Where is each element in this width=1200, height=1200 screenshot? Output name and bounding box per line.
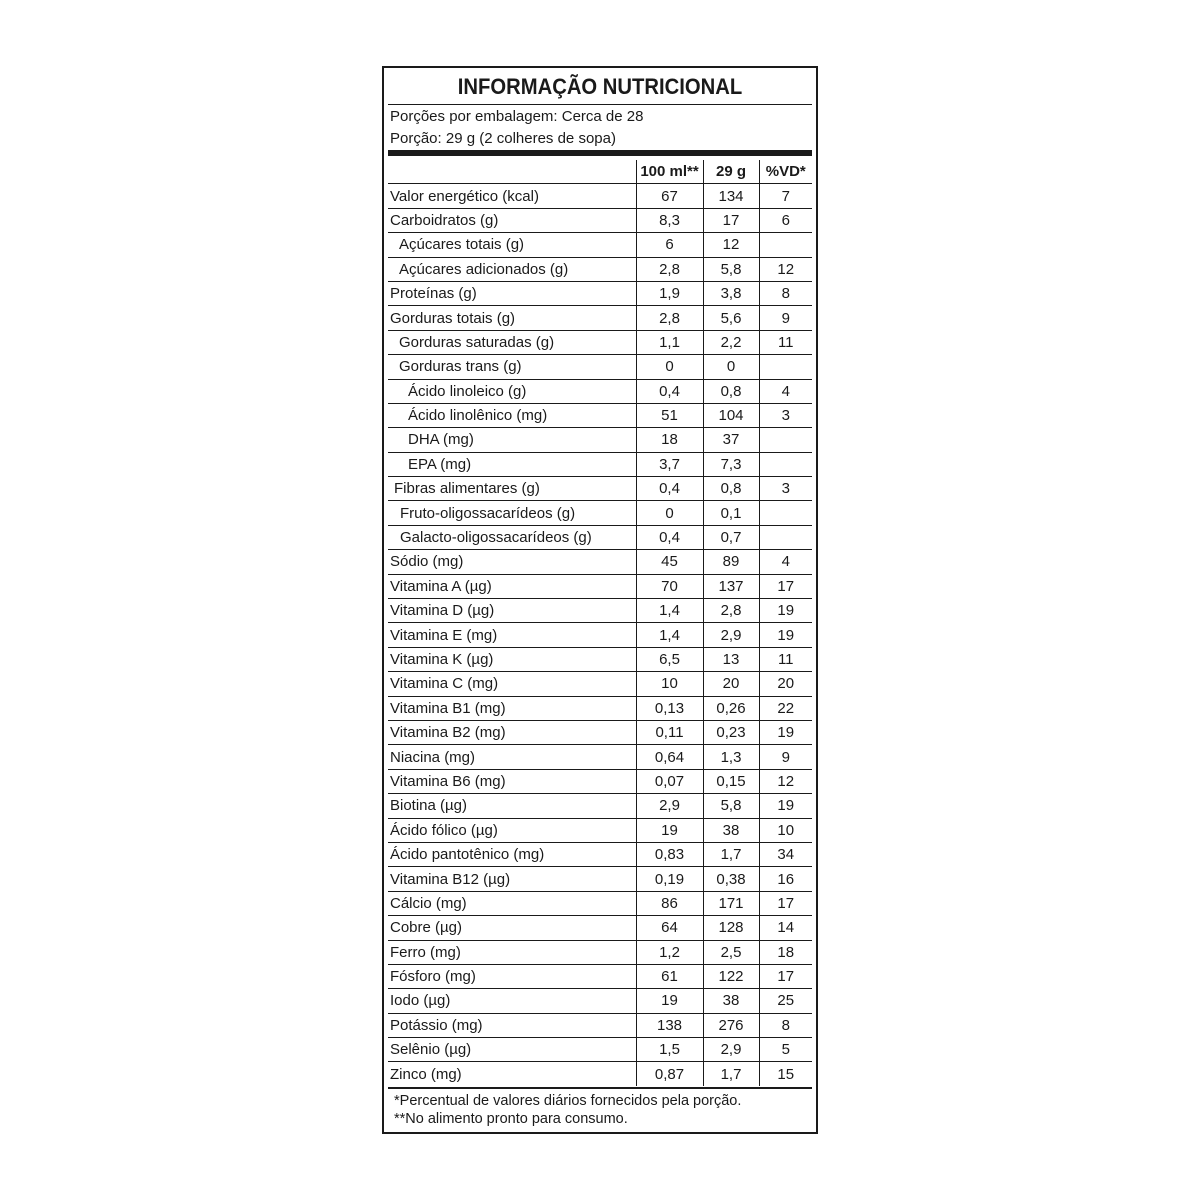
nutrient-name: Ácido linolênico (mg) (388, 403, 636, 427)
nutrient-name: Galacto-oligossacarídeos (g) (388, 525, 636, 549)
table-row (388, 599, 812, 623)
value-per-100ml: 0,87 (636, 1062, 703, 1086)
table-row (388, 184, 812, 208)
serving-size: Porção: 29 g (2 colheres de sopa) (390, 130, 616, 147)
table-row (388, 379, 812, 403)
value-per-100ml: 1,5 (636, 1038, 703, 1062)
nutrient-name: Zinco (mg) (388, 1062, 636, 1086)
value-per-serving: 2,5 (703, 940, 759, 964)
value-daily-percent: 10 (759, 818, 812, 842)
value-per-100ml: 0,83 (636, 842, 703, 866)
footnote-ready-to-consume: **No alimento pronto para consumo. (394, 1111, 628, 1127)
nutrient-name: Cálcio (mg) (388, 891, 636, 915)
value-daily-percent: 8 (759, 1013, 812, 1037)
label-title: INFORMAÇÃO NUTRICIONAL (457, 74, 743, 99)
value-per-serving: 128 (703, 916, 759, 940)
value-per-serving: 89 (703, 550, 759, 574)
nutrient-name: Fósforo (mg) (388, 964, 636, 988)
nutrient-name: Cobre (µg) (388, 916, 636, 940)
value-daily-percent: 3 (759, 477, 812, 501)
value-per-100ml: 2,8 (636, 257, 703, 281)
nutrient-name: DHA (mg) (388, 428, 636, 452)
table-row (388, 989, 812, 1013)
table-row (388, 769, 812, 793)
value-per-100ml: 70 (636, 574, 703, 598)
table-row (388, 501, 812, 525)
value-daily-percent: 19 (759, 623, 812, 647)
header-per-serving: 29 g (703, 160, 759, 184)
value-per-serving: 0,1 (703, 501, 759, 525)
nutrient-name: Vitamina B1 (mg) (388, 696, 636, 720)
header-daily-value: %VD* (759, 160, 812, 184)
value-daily-percent: 9 (759, 745, 812, 769)
value-daily-percent: 3 (759, 403, 812, 427)
value-daily-percent: 9 (759, 306, 812, 330)
value-per-100ml: 0,4 (636, 477, 703, 501)
value-per-serving: 2,8 (703, 599, 759, 623)
value-daily-percent (759, 233, 812, 257)
nutrient-name: Gorduras trans (g) (388, 355, 636, 379)
value-daily-percent: 4 (759, 379, 812, 403)
value-per-serving: 276 (703, 1013, 759, 1037)
table-row (388, 647, 812, 671)
value-per-serving: 0,8 (703, 379, 759, 403)
value-per-100ml: 138 (636, 1013, 703, 1037)
nutrient-name: Vitamina B6 (mg) (388, 769, 636, 793)
value-per-100ml: 3,7 (636, 452, 703, 476)
table-row (388, 867, 812, 891)
nutrient-name: Potássio (mg) (388, 1013, 636, 1037)
value-per-serving: 5,6 (703, 306, 759, 330)
nutrient-name: Gorduras totais (g) (388, 306, 636, 330)
table-row (388, 306, 812, 330)
value-daily-percent: 12 (759, 257, 812, 281)
footnote-daily-value: *Percentual de valores diários fornecidos pela porção. (394, 1093, 742, 1109)
value-per-100ml: 1,1 (636, 330, 703, 354)
table-row (388, 452, 812, 476)
nutrient-name: EPA (mg) (388, 452, 636, 476)
table-row (388, 916, 812, 940)
footer-divider (388, 1087, 812, 1089)
value-per-100ml: 2,9 (636, 794, 703, 818)
value-daily-percent: 25 (759, 989, 812, 1013)
value-daily-percent: 19 (759, 720, 812, 744)
value-daily-percent: 6 (759, 208, 812, 232)
value-daily-percent: 22 (759, 696, 812, 720)
value-per-100ml: 18 (636, 428, 703, 452)
value-daily-percent: 11 (759, 647, 812, 671)
value-per-serving: 1,7 (703, 842, 759, 866)
value-daily-percent: 17 (759, 574, 812, 598)
value-per-100ml: 0,13 (636, 696, 703, 720)
table-row (388, 550, 812, 574)
value-per-serving: 134 (703, 184, 759, 208)
value-per-serving: 7,3 (703, 452, 759, 476)
nutrient-name: Vitamina B2 (mg) (388, 720, 636, 744)
value-per-100ml: 0,4 (636, 379, 703, 403)
nutrient-name: Vitamina E (mg) (388, 623, 636, 647)
nutrition-facts-panel (382, 66, 818, 1134)
header-nutrient (388, 160, 636, 184)
value-per-100ml: 0,64 (636, 745, 703, 769)
value-per-100ml: 0 (636, 501, 703, 525)
table-row (388, 891, 812, 915)
value-daily-percent: 14 (759, 916, 812, 940)
value-per-serving: 171 (703, 891, 759, 915)
value-daily-percent: 19 (759, 794, 812, 818)
value-per-serving: 0,8 (703, 477, 759, 501)
value-per-100ml: 6,5 (636, 647, 703, 671)
nutrient-name: Açúcares totais (g) (388, 233, 636, 257)
value-per-100ml: 45 (636, 550, 703, 574)
nutrient-name: Ácido linoleico (g) (388, 379, 636, 403)
value-per-100ml: 19 (636, 989, 703, 1013)
value-per-serving: 137 (703, 574, 759, 598)
value-per-100ml: 0,4 (636, 525, 703, 549)
table-row (388, 233, 812, 257)
table-row (388, 330, 812, 354)
table-header-row (388, 160, 812, 184)
table-row (388, 1038, 812, 1062)
table-row (388, 794, 812, 818)
nutrient-name: Vitamina C (mg) (388, 672, 636, 696)
value-per-100ml: 1,9 (636, 281, 703, 305)
table-row (388, 428, 812, 452)
table-row (388, 281, 812, 305)
table-row (388, 720, 812, 744)
value-per-100ml: 6 (636, 233, 703, 257)
value-daily-percent (759, 525, 812, 549)
table-row (388, 940, 812, 964)
value-per-serving: 5,8 (703, 794, 759, 818)
table-row (388, 672, 812, 696)
nutrition-table (388, 160, 812, 1086)
value-per-serving: 38 (703, 989, 759, 1013)
nutrient-name: Selênio (µg) (388, 1038, 636, 1062)
value-per-serving: 0,23 (703, 720, 759, 744)
value-per-serving: 0 (703, 355, 759, 379)
table-row (388, 525, 812, 549)
table-row (388, 1062, 812, 1086)
value-per-serving: 17 (703, 208, 759, 232)
table-row (388, 257, 812, 281)
nutrient-name: Niacina (mg) (388, 745, 636, 769)
value-per-serving: 20 (703, 672, 759, 696)
header-per-100ml: 100 ml** (636, 160, 703, 184)
value-per-serving: 13 (703, 647, 759, 671)
value-per-serving: 38 (703, 818, 759, 842)
table-row (388, 964, 812, 988)
value-per-serving: 1,3 (703, 745, 759, 769)
value-per-100ml: 1,4 (636, 599, 703, 623)
value-daily-percent: 18 (759, 940, 812, 964)
value-daily-percent: 4 (759, 550, 812, 574)
value-daily-percent (759, 501, 812, 525)
value-per-serving: 104 (703, 403, 759, 427)
title-divider (388, 104, 812, 105)
table-row (388, 208, 812, 232)
value-per-100ml: 86 (636, 891, 703, 915)
value-daily-percent: 8 (759, 281, 812, 305)
nutrient-name: Vitamina K (µg) (388, 647, 636, 671)
value-per-serving: 3,8 (703, 281, 759, 305)
value-daily-percent (759, 428, 812, 452)
value-per-serving: 122 (703, 964, 759, 988)
table-row (388, 355, 812, 379)
value-daily-percent: 34 (759, 842, 812, 866)
table-row (388, 574, 812, 598)
nutrient-name: Gorduras saturadas (g) (388, 330, 636, 354)
value-per-100ml: 67 (636, 184, 703, 208)
nutrient-name: Vitamina B12 (µg) (388, 867, 636, 891)
value-per-serving: 2,2 (703, 330, 759, 354)
nutrient-name: Ácido fólico (µg) (388, 818, 636, 842)
value-per-100ml: 10 (636, 672, 703, 696)
value-per-100ml: 51 (636, 403, 703, 427)
value-daily-percent: 15 (759, 1062, 812, 1086)
value-daily-percent: 5 (759, 1038, 812, 1062)
table-row (388, 696, 812, 720)
thick-divider (388, 150, 812, 156)
value-daily-percent (759, 452, 812, 476)
value-per-serving: 1,7 (703, 1062, 759, 1086)
value-per-100ml: 8,3 (636, 208, 703, 232)
servings-per-package: Porções por embalagem: Cerca de 28 (390, 108, 644, 125)
nutrient-name: Ferro (mg) (388, 940, 636, 964)
nutrient-name: Proteínas (g) (388, 281, 636, 305)
value-per-100ml: 61 (636, 964, 703, 988)
nutrient-name: Vitamina A (µg) (388, 574, 636, 598)
value-per-100ml: 0,11 (636, 720, 703, 744)
nutrient-name: Ácido pantotênico (mg) (388, 842, 636, 866)
value-daily-percent (759, 355, 812, 379)
value-per-100ml: 1,4 (636, 623, 703, 647)
value-per-serving: 2,9 (703, 1038, 759, 1062)
nutrient-name: Fruto-oligossacarídeos (g) (388, 501, 636, 525)
value-per-100ml: 1,2 (636, 940, 703, 964)
nutrient-name: Vitamina D (µg) (388, 599, 636, 623)
nutrient-name: Sódio (mg) (388, 550, 636, 574)
value-per-100ml: 19 (636, 818, 703, 842)
value-daily-percent: 16 (759, 867, 812, 891)
value-daily-percent: 17 (759, 964, 812, 988)
nutrient-name: Açúcares adicionados (g) (388, 257, 636, 281)
table-row (388, 842, 812, 866)
value-per-serving: 2,9 (703, 623, 759, 647)
value-per-serving: 12 (703, 233, 759, 257)
value-per-100ml: 0 (636, 355, 703, 379)
value-per-serving: 0,15 (703, 769, 759, 793)
value-daily-percent: 19 (759, 599, 812, 623)
table-row (388, 745, 812, 769)
value-daily-percent: 12 (759, 769, 812, 793)
value-per-100ml: 2,8 (636, 306, 703, 330)
value-per-serving: 0,26 (703, 696, 759, 720)
table-row (388, 1013, 812, 1037)
value-per-100ml: 0,07 (636, 769, 703, 793)
nutrient-name: Fibras alimentares (g) (388, 477, 636, 501)
value-per-100ml: 0,19 (636, 867, 703, 891)
nutrient-name: Biotina (µg) (388, 794, 636, 818)
nutrient-name: Valor energético (kcal) (390, 187, 539, 205)
table-row (388, 477, 812, 501)
value-per-serving: 0,38 (703, 867, 759, 891)
value-per-serving: 5,8 (703, 257, 759, 281)
nutrient-name: Iodo (µg) (388, 989, 636, 1013)
value-per-serving: 37 (703, 428, 759, 452)
nutrient-name: Carboidratos (g) (388, 208, 636, 232)
value-daily-percent: 20 (759, 672, 812, 696)
value-per-serving: 0,7 (703, 525, 759, 549)
value-per-100ml: 64 (636, 916, 703, 940)
nutrition-table-body (388, 184, 812, 1086)
value-daily-percent: 11 (759, 330, 812, 354)
table-row (388, 403, 812, 427)
value-daily-percent: 7 (759, 184, 812, 208)
table-row (388, 818, 812, 842)
value-daily-percent: 17 (759, 891, 812, 915)
table-row (388, 623, 812, 647)
